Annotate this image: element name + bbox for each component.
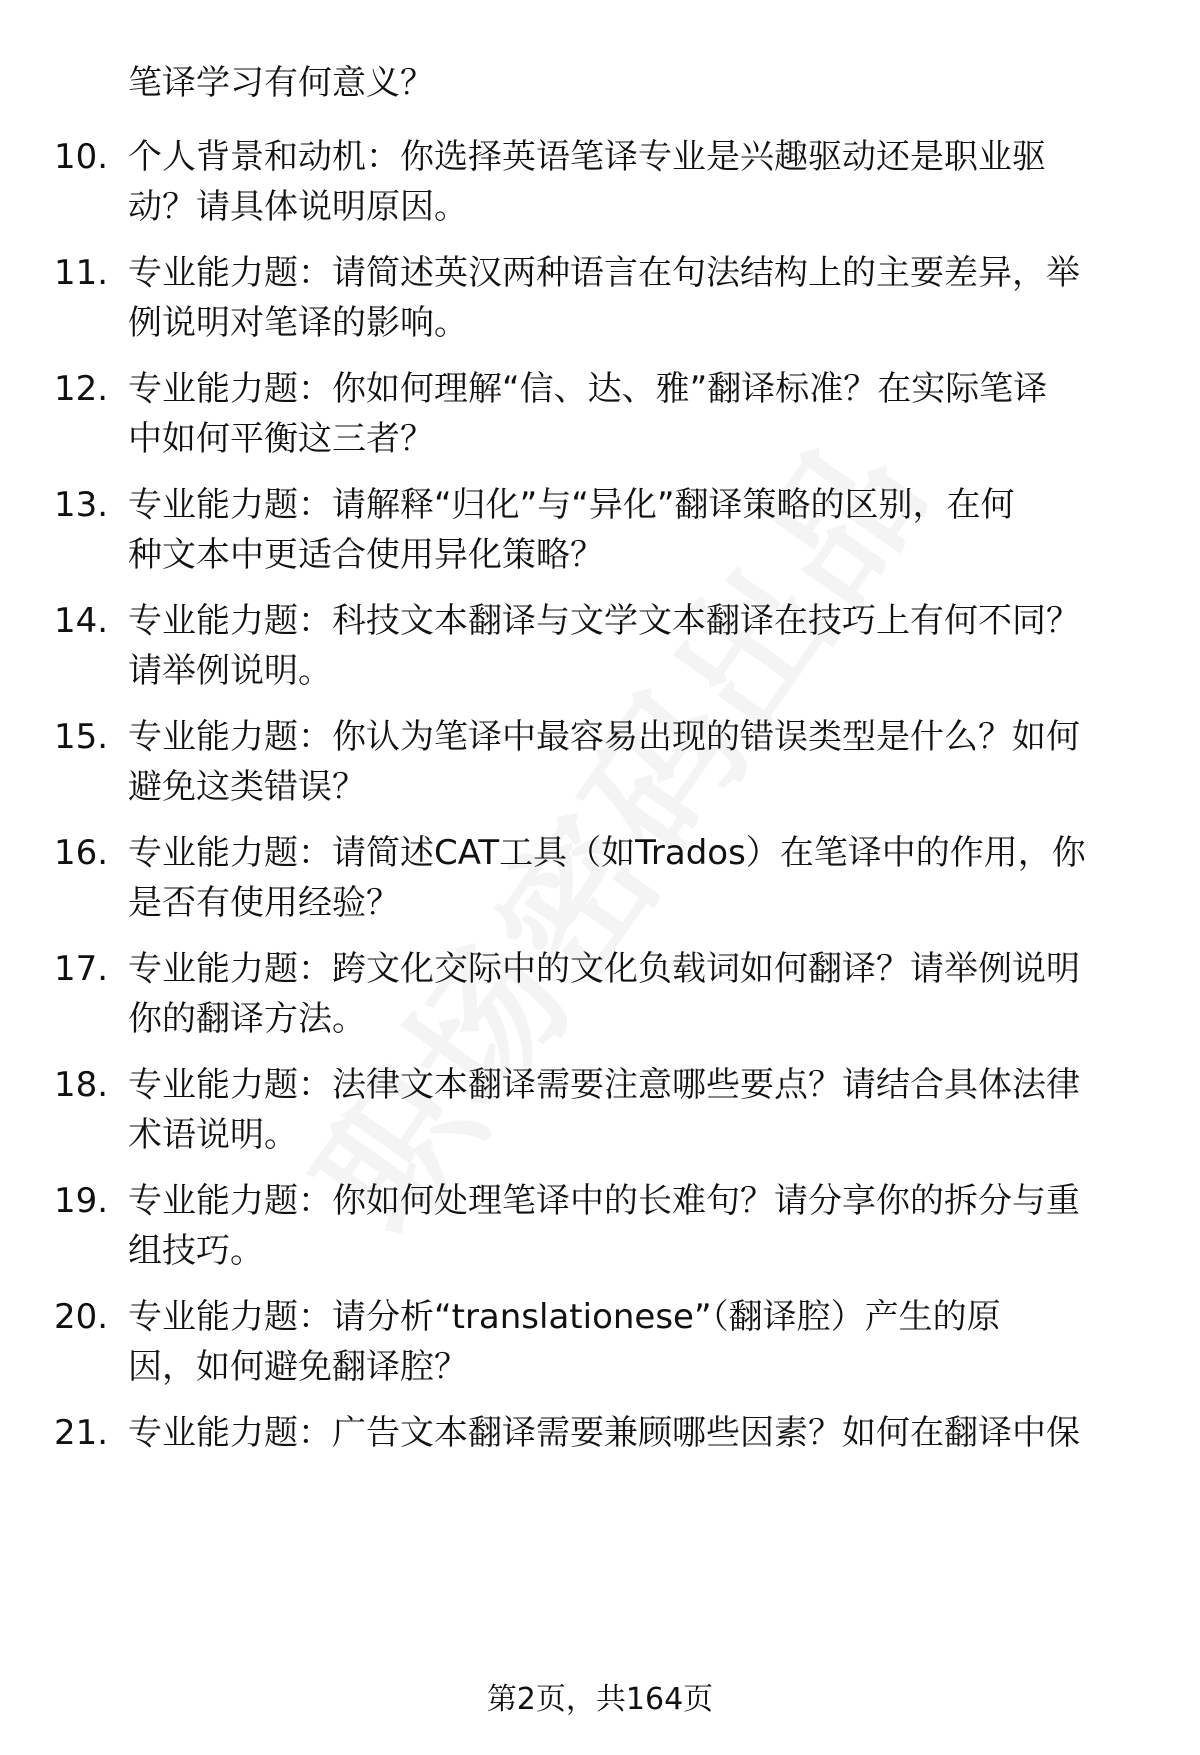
question-number: 14. (54, 601, 109, 641)
question-text: 专业能力题：你如何处理笔译中的长难句？请分享你的拆分与重 组技巧。 (128, 1181, 1080, 1271)
question-text: 专业能力题：你认为笔译中最容易出现的错误类型是什么？如何 避免这类错误？ (128, 717, 1080, 807)
question-text: 专业能力题：法律文本翻译需要注意哪些要点？请结合具体法律 术语说明。 (128, 1065, 1080, 1155)
question-number: 19. (54, 1181, 109, 1221)
question-number: 17. (54, 949, 109, 989)
question-text: 专业能力题：请简述英汉两种语言在句法结构上的主要差异，举 例说明对笔译的影响。 (128, 253, 1080, 343)
page-footer: 第2页，共164页 (486, 1682, 714, 1717)
question-number: 18. (54, 1065, 109, 1105)
question-number: 10. (54, 137, 109, 177)
continuation-line: 笔译学习有何意义？ (128, 63, 434, 103)
question-number: 12. (54, 369, 109, 409)
question-number: 13. (54, 485, 109, 525)
question-number: 21. (54, 1413, 109, 1453)
question-text: 专业能力题：请简述CAT工具（如Trados）在笔译中的作用，你 是否有使用经验？ (128, 833, 1086, 923)
question-text: 专业能力题：请分析“translationese”（翻译腔）产生的原 因，如何避免翻译腔？ (128, 1297, 1001, 1387)
question-text: 专业能力题：你如何理解“信、达、雅”翻译标准？在实际笔译 中如何平衡这三者？ (128, 369, 1048, 459)
question-text: 个人背景和动机：你选择英语笔译专业是兴趣驱动还是职业驱 动？请具体说明原因。 (128, 137, 1046, 227)
question-number: 16. (54, 833, 109, 873)
question-text: 专业能力题：跨文化交际中的文化负载词如何翻译？请举例说明 你的翻译方法。 (128, 949, 1080, 1039)
question-text: 专业能力题：广告文本翻译需要兼顾哪些因素？如何在翻译中保 (128, 1413, 1080, 1453)
question-text: 专业能力题：科技文本翻译与文学文本翻译在技巧上有何不同？ 请举例说明。 (128, 601, 1080, 691)
question-number: 11. (54, 253, 109, 293)
question-number: 15. (54, 717, 109, 757)
question-number: 20. (54, 1297, 109, 1337)
question-text: 专业能力题：请解释“归化”与“异化”翻译策略的区别，在何 种文本中更适合使用异化策略？ (128, 485, 1015, 575)
